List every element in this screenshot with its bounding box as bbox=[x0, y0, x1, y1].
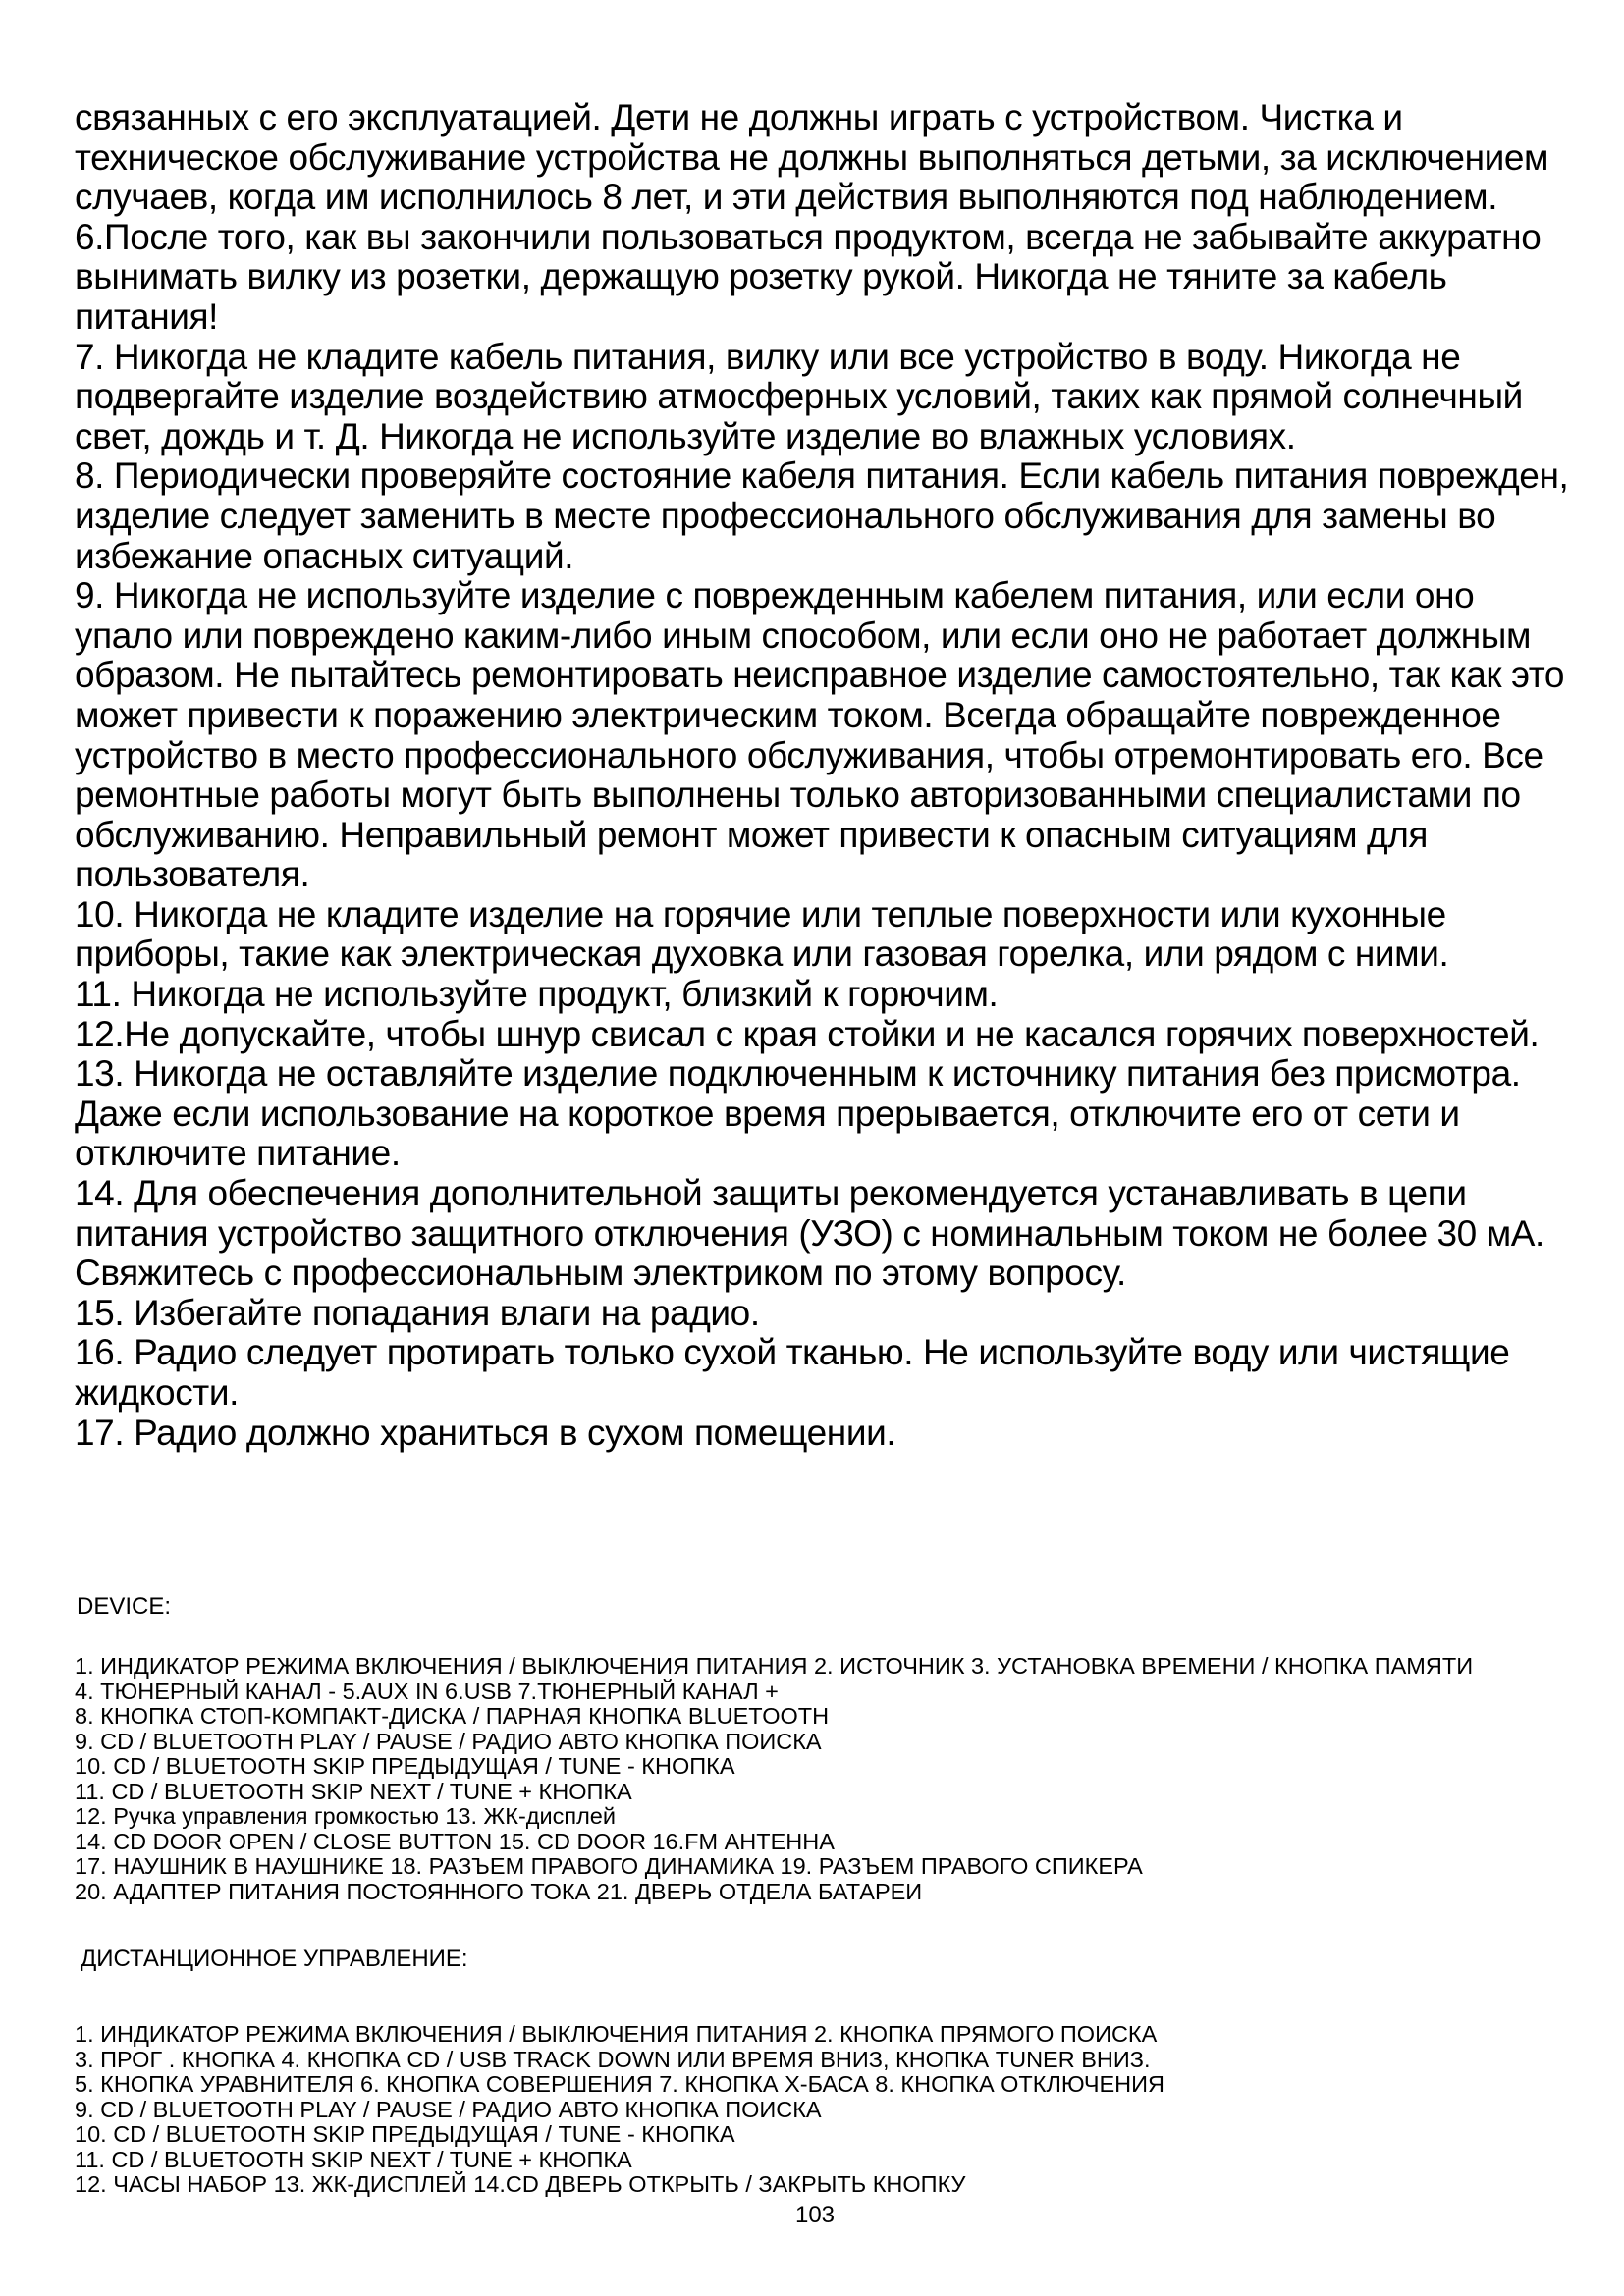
paragraph: 14. Для обеспечения дополнительной защиты рекомендуется устанавливать в цепи питания устройство защитного отключения (УЗО) с номинальным током не более 30 мА. Свяжитесь с профессиональным электриком по этому вопросу. bbox=[75, 1173, 1544, 1294]
paragraph: 7. Никогда не кладите кабель питания, вилку или все устройство в воду. Никогда не подвергайте изделие воздействию атмосферных условий, таких как прямой солнечный свет, дождь и т. Д. Никогда не используйте изделие во влажных условиях. bbox=[75, 336, 1523, 456]
list-item: 10. CD / BLUETOOTH SKIP ПРЕДЫДУЩАЯ / TUNE - КНОПКА bbox=[75, 1753, 735, 1779]
list-item: 8. КНОПКА СТОП-КОМПАКТ-ДИСКА / ПАРНАЯ КНОПКА BLUETOOTH bbox=[75, 1703, 830, 1729]
paragraph: 10. Никогда не кладите изделие на горячие или теплые поверхности или кухонные приборы, такие как электрическая духовка или газовая горелка, или рядом с ними. bbox=[75, 893, 1449, 975]
remote-heading: ДИСТАНЦИОННОЕ УПРАВЛЕНИЕ: bbox=[81, 1946, 468, 1972]
page-number: 103 bbox=[794, 2202, 836, 2228]
list-item: 11. CD / BLUETOOTH SKIP NEXT / TUNE + КНОПКА bbox=[75, 2146, 632, 2172]
list-item: 12. Ручка управления громкостью 13. ЖК-дисплей bbox=[75, 1803, 616, 1829]
list-item: 11. CD / BLUETOOTH SKIP NEXT / TUNE + КНОПКА bbox=[75, 1778, 632, 1804]
safety-instructions bbox=[75, 98, 1577, 1453]
list-item: 10. CD / BLUETOOTH SKIP ПРЕДЫДУЩАЯ / TUNE - КНОПКА bbox=[75, 2121, 735, 2147]
list-item: 1. ИНДИКАТОР РЕЖИМА ВКЛЮЧЕНИЯ / ВЫКЛЮЧЕНИЯ ПИТАНИЯ 2. КНОПКА ПРЯМОГО ПОИСКА bbox=[75, 2021, 1158, 2047]
list-item: 1. ИНДИКАТОР РЕЖИМА ВКЛЮЧЕНИЯ / ВЫКЛЮЧЕНИЯ ПИТАНИЯ 2. ИСТОЧНИК 3. УСТАНОВКА ВРЕМЕНИ / КНОПКА ПАМЯТИ bbox=[75, 1653, 1474, 1679]
paragraph: 9. Никогда не используйте изделие с поврежденным кабелем питания, или если оно упало или повреждено каким-либо иным способом, или если оно не работает должным образом. Не пытайтесь ремонтировать неисправное изделие самостоятельно, так как это может привести к поражению электрическим током. Всегда обращайте поврежденное устройство в место профессионального обслуживания, чтобы отремонтировать его. Все ремонтные работы могут быть выполнены только авторизованными специалистами по обслуживанию. Неправильный ремонт может привести к опасным ситуациям для пользователя. bbox=[75, 575, 1565, 895]
list-item: 20. АДАПТЕР ПИТАНИЯ ПОСТОЯННОГО ТОКА 21. ДВЕРЬ ОТДЕЛА БАТАРЕИ bbox=[75, 1878, 923, 1904]
list-item: 17. НАУШНИК В НАУШНИКЕ 18. РАЗЪЕМ ПРАВОГО ДИНАМИКА 19. РАЗЪЕМ ПРАВОГО СПИКЕРА bbox=[75, 1853, 1143, 1879]
device-parts-list bbox=[75, 1654, 1577, 1904]
paragraph: связанных с его эксплуатацией. Дети не должны играть с устройством. Чистка и техническое обслуживание устройства не должны выполняться детьми, за исключением случаев, когда им исполнилось 8 лет, и эти действия выполняются под наблюдением. bbox=[75, 97, 1549, 218]
remote-parts-list bbox=[75, 2022, 1577, 2198]
paragraph: 12.Не допускайте, чтобы шнур свисал с края стойки и не касался горячих поверхностей. bbox=[75, 1013, 1540, 1054]
paragraph: 15. Избегайте попадания влаги на радио. bbox=[75, 1292, 760, 1333]
device-heading: DEVICE: bbox=[77, 1593, 172, 1620]
paragraph: 16. Радио следует протирать только сухой тканью. Не используйте воду или чистящие жидкости. bbox=[75, 1332, 1510, 1413]
paragraph: 17. Радио должно храниться в сухом помещении. bbox=[75, 1412, 896, 1453]
list-item: 14. CD DOOR OPEN / CLOSE BUTTON 15. CD DOOR 16.FM АНТЕННА bbox=[75, 1828, 835, 1854]
list-item: 5. КНОПКА УРАВНИТЕЛЯ 6. КНОПКА СОВЕРШЕНИЯ 7. КНОПКА X-БАСА 8. КНОПКА ОТКЛЮЧЕНИЯ bbox=[75, 2071, 1165, 2097]
list-item: 9. CD / BLUETOOTH PLAY / PAUSE / РАДИО АВТО КНОПКА ПОИСКА bbox=[75, 2096, 822, 2122]
list-item: 3. ПРОГ . КНОПКА 4. КНОПКА CD / USB TRACK DOWN ИЛИ ВРЕМЯ ВНИЗ, КНОПКА TUNER ВНИЗ. bbox=[75, 2046, 1151, 2072]
list-item: 12. ЧАСЫ НАБОР 13. ЖК-ДИСПЛЕЙ 14.CD ДВЕРЬ ОТКРЫТЬ / ЗАКРЫТЬ КНОПКУ bbox=[75, 2171, 966, 2197]
paragraph: 6.После того, как вы закончили пользоваться продуктом, всегда не забывайте аккуратно вынимать вилку из розетки, держащую розетку рукой. Никогда не тяните за кабель питания! bbox=[75, 216, 1542, 337]
paragraph: 11. Никогда не используйте продукт, близкий к горючим. bbox=[75, 974, 999, 1015]
paragraph: 8. Периодически проверяйте состояние кабеля питания. Если кабель питания поврежден, изделие следует заменить в месте профессионального обслуживания для замены во избежание опасных ситуаций. bbox=[75, 455, 1569, 576]
paragraph: 13. Никогда не оставляйте изделие подключенным к источнику питания без присмотра. Даже если использование на короткое время прерывается, отключите его от сети и отключите питание. bbox=[75, 1053, 1521, 1174]
list-item: 9. CD / BLUETOOTH PLAY / PAUSE / РАДИО АВТО КНОПКА ПОИСКА bbox=[75, 1728, 822, 1754]
list-item: 4. ТЮНЕРНЫЙ КАНАЛ - 5.AUX IN 6.USB 7.ТЮНЕРНЫЙ КАНАЛ + bbox=[75, 1678, 779, 1704]
